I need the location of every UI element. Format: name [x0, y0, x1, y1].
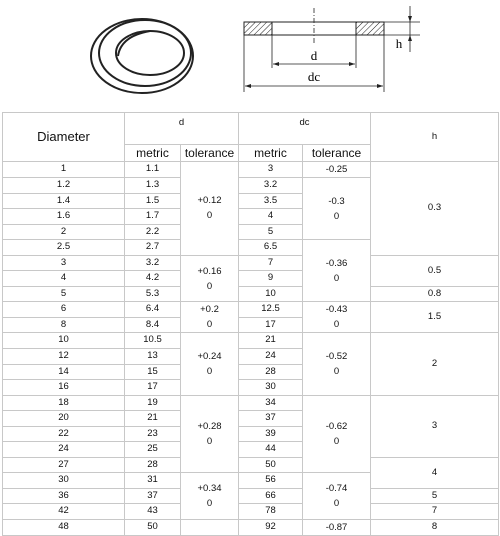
cell-dc-tolerance: -0.3 0 [303, 178, 371, 240]
cell-diameter: 5 [3, 286, 125, 302]
table-row [3, 488, 499, 504]
washer-drawing [0, 0, 500, 112]
table-row [3, 255, 499, 271]
cell-dc-metric: 4 [239, 209, 303, 225]
h-label: h [395, 36, 403, 51]
cell-diameter: 20 [3, 411, 125, 427]
cell-dc-metric: 6.5 [239, 240, 303, 256]
header-h: h [371, 113, 499, 162]
cell-diameter: 1.2 [3, 178, 125, 194]
cell-diameter: 24 [3, 442, 125, 458]
cell-dc-tolerance: -0.62 0 [303, 395, 371, 473]
cell-dc-metric: 3.5 [239, 193, 303, 209]
cell-diameter: 10 [3, 333, 125, 349]
d-label: d [310, 48, 318, 63]
cell-dc-metric: 34 [239, 395, 303, 411]
header-dc-metric: metric [239, 145, 303, 162]
cell-diameter: 14 [3, 364, 125, 380]
cell-dc-metric: 7 [239, 255, 303, 271]
cell-dc-tolerance: -0.43 0 [303, 302, 371, 333]
cell-h: 3 [371, 395, 499, 457]
washer-section-view [244, 6, 420, 92]
cell-dc-metric: 3.2 [239, 178, 303, 194]
cell-dc-metric: 56 [239, 473, 303, 489]
table-row [3, 395, 499, 411]
cell-d-metric: 2.7 [125, 240, 181, 256]
header-d: d [125, 113, 239, 145]
cell-d-metric: 1.1 [125, 162, 181, 178]
cell-dc-metric: 78 [239, 504, 303, 520]
cell-d-metric: 19 [125, 395, 181, 411]
cell-h: 0.8 [371, 286, 499, 302]
cell-dc-metric: 30 [239, 380, 303, 396]
header-dc: dc [239, 113, 371, 145]
cell-d-metric: 8.4 [125, 317, 181, 333]
cell-dc-tolerance: -0.74 0 [303, 473, 371, 520]
header-dc-tolerance: tolerance [303, 145, 371, 162]
cell-diameter: 2 [3, 224, 125, 240]
cell-d-metric: 28 [125, 457, 181, 473]
cell-dc-tolerance: -0.87 [303, 520, 371, 536]
cell-diameter: 8 [3, 317, 125, 333]
cell-d-metric: 50 [125, 520, 181, 536]
cell-d-metric: 2.2 [125, 224, 181, 240]
cell-d-tolerance: +0.34 0 [181, 473, 239, 520]
cell-d-tolerance: +0.28 0 [181, 395, 239, 473]
cell-d-tolerance: +0.12 0 [181, 162, 239, 256]
cell-d-metric: 37 [125, 488, 181, 504]
cell-d-tolerance [181, 520, 239, 536]
cell-dc-metric: 9 [239, 271, 303, 287]
cell-diameter: 48 [3, 520, 125, 536]
cell-diameter: 18 [3, 395, 125, 411]
cell-h: 2 [371, 333, 499, 395]
cell-d-metric: 17 [125, 380, 181, 396]
cell-h: 1.5 [371, 302, 499, 333]
dc-label: dc [307, 69, 321, 84]
table-row [3, 302, 499, 318]
cell-h: 7 [371, 504, 499, 520]
table-row [3, 286, 499, 302]
cell-h: 8 [371, 520, 499, 536]
cell-dc-metric: 39 [239, 426, 303, 442]
cell-diameter: 1.4 [3, 193, 125, 209]
cell-dc-metric: 10 [239, 286, 303, 302]
table-row [3, 504, 499, 520]
cell-d-metric: 23 [125, 426, 181, 442]
cell-dc-metric: 3 [239, 162, 303, 178]
header-d-tolerance: tolerance [181, 145, 239, 162]
cell-dc-metric: 21 [239, 333, 303, 349]
cell-diameter: 27 [3, 457, 125, 473]
cell-d-metric: 10.5 [125, 333, 181, 349]
cell-dc-metric: 50 [239, 457, 303, 473]
cell-d-metric: 3.2 [125, 255, 181, 271]
cell-dc-metric: 44 [239, 442, 303, 458]
table-row [3, 457, 499, 473]
cell-diameter: 3 [3, 255, 125, 271]
cell-d-metric: 1.7 [125, 209, 181, 225]
header-d-metric: metric [125, 145, 181, 162]
cell-diameter: 2.5 [3, 240, 125, 256]
cell-diameter: 42 [3, 504, 125, 520]
cell-diameter: 1.6 [3, 209, 125, 225]
cell-d-metric: 1.3 [125, 178, 181, 194]
cell-dc-metric: 37 [239, 411, 303, 427]
cell-h: 0.3 [371, 162, 499, 256]
cell-diameter: 1 [3, 162, 125, 178]
cell-diameter: 30 [3, 473, 125, 489]
cell-diameter: 36 [3, 488, 125, 504]
cell-d-metric: 5.3 [125, 286, 181, 302]
cell-d-metric: 13 [125, 349, 181, 365]
cell-h: 0.5 [371, 255, 499, 286]
cell-dc-metric: 17 [239, 317, 303, 333]
cell-d-metric: 6.4 [125, 302, 181, 318]
washer-perspective-view [91, 19, 193, 93]
cell-diameter: 22 [3, 426, 125, 442]
table-row [3, 520, 499, 536]
cell-d-tolerance: +0.16 0 [181, 255, 239, 302]
cell-d-tolerance: +0.2 0 [181, 302, 239, 333]
header-diameter: Diameter [3, 113, 125, 162]
cell-d-metric: 21 [125, 411, 181, 427]
cell-dc-tolerance: -0.36 0 [303, 240, 371, 302]
cell-dc-metric: 66 [239, 488, 303, 504]
cell-diameter: 4 [3, 271, 125, 287]
table-row [3, 333, 499, 349]
cell-d-metric: 4.2 [125, 271, 181, 287]
cell-dc-metric: 24 [239, 349, 303, 365]
cell-dc-tolerance: -0.52 0 [303, 333, 371, 395]
cell-diameter: 16 [3, 380, 125, 396]
cell-diameter: 12 [3, 349, 125, 365]
cell-dc-metric: 12.5 [239, 302, 303, 318]
cell-h: 4 [371, 457, 499, 488]
cell-d-metric: 15 [125, 364, 181, 380]
cell-d-metric: 1.5 [125, 193, 181, 209]
cell-d-tolerance: +0.24 0 [181, 333, 239, 395]
table-row [3, 162, 499, 178]
cell-diameter: 6 [3, 302, 125, 318]
cell-dc-tolerance: -0.25 [303, 162, 371, 178]
cell-d-metric: 31 [125, 473, 181, 489]
cell-dc-metric: 5 [239, 224, 303, 240]
cell-dc-metric: 28 [239, 364, 303, 380]
cell-dc-metric: 92 [239, 520, 303, 536]
cell-h: 5 [371, 488, 499, 504]
cell-d-metric: 25 [125, 442, 181, 458]
cell-d-metric: 43 [125, 504, 181, 520]
washer-dimension-table [2, 112, 499, 536]
